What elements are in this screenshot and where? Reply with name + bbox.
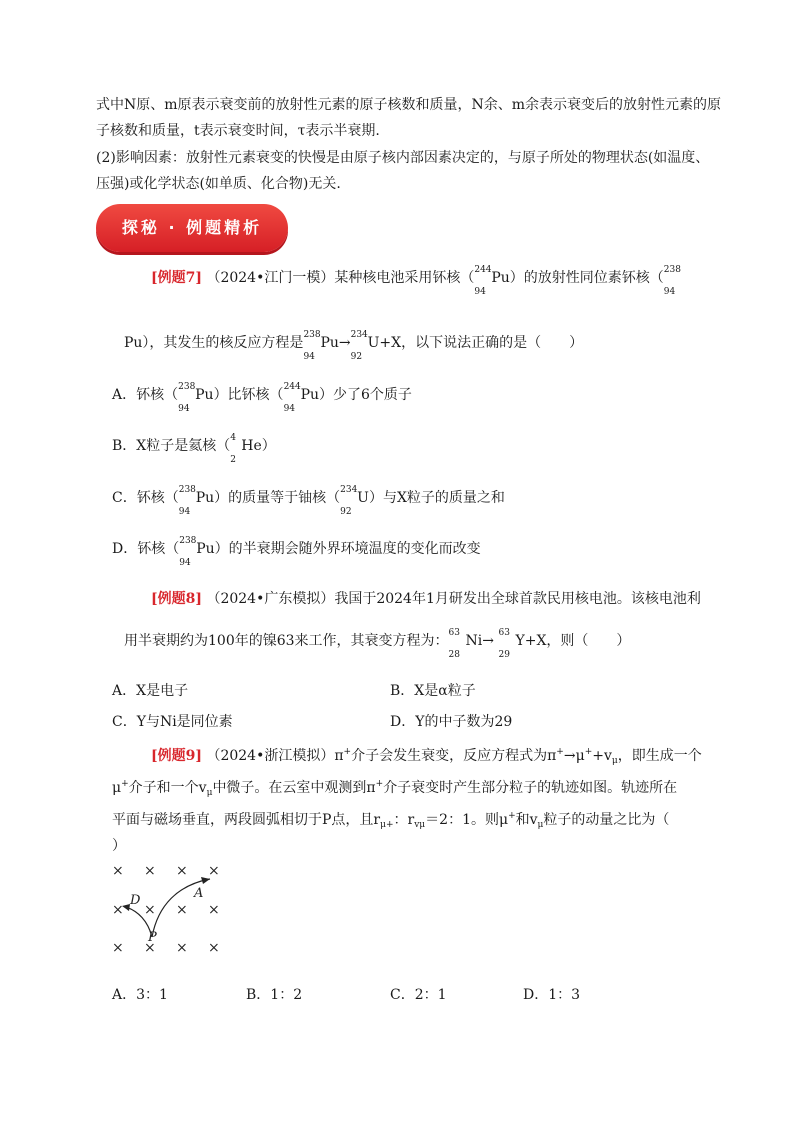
ex7-option-a[interactable]: A．钚核（ 238 94 Pu）比钚核（ 244 94 Pu）少了6个质子 <box>112 382 412 414</box>
cross-mark: × <box>144 940 156 955</box>
nuclide-pu244: 244 94 Pu <box>474 265 510 297</box>
nuclide-pu238-eq: 238 94 Pu→ <box>303 330 351 362</box>
ex9-option-a[interactable]: A．3：1 <box>112 987 168 1003</box>
nuclide-y63: 63 29 Y <box>498 628 525 660</box>
nuclide-pu238-head: 238 94 <box>663 265 681 297</box>
ex7-line-1: [例题7] （2024•江门一模）某种核电池采用钚核（ 244 94 Pu）的放射性同位素钚核（ 238 94 <box>151 265 681 297</box>
cross-mark: × <box>112 902 124 918</box>
ex9-line-2: μ+介子和一个$v_\mu$中微子。在云室中观测到π+介子衰变时产生部分粒子的轨迹如图。轨迹所在 <box>112 779 678 798</box>
ex9-line-3: 平面与磁场垂直，两段圆弧相切于P点，且$r_{\mu+}$：$r_{v\mu}=2$：1。则μ+和$v_\mu$粒子的动量之比为（ <box>112 811 670 830</box>
intro-line-4: 压强)或化学状态(如单质、化合物)无关. <box>96 176 341 192</box>
ex7-line-2: Pu），其发生的核反应方程是 238 94 Pu→ 234 92 U+X，以下说法正确的是（ ） <box>124 330 584 362</box>
ex8-tag: [例题8] <box>151 591 202 607</box>
ex9-line-4: ） <box>112 838 126 854</box>
ex9-line-1: [例题9] （2024•浙江模拟）π+介子会发生衰变，反应方程式为$\pi^+\to\mu^++v_\mu$，即生成一个 <box>151 747 702 766</box>
cross-mark: × <box>144 863 156 879</box>
nuclide-u234-eq: 234 92 U <box>350 330 380 362</box>
ex7-option-b[interactable]: B．X粒子是氦核（ 4 2 He） <box>112 433 276 465</box>
ex7-option-d[interactable]: D．钚核（ 238 94 Pu）的半衰期会随外界环境温度的变化而改变 <box>112 536 481 568</box>
label-p: P <box>148 930 157 945</box>
intro-line-3: (2)影响因素：放射性元素衰变的快慢是由原子核内部因素决定的，与原子所处的物理状态(如温度、 <box>96 150 710 166</box>
intro-line-2: 子核数和质量，t表示衰变时间，τ表示半衰期. <box>96 123 380 139</box>
ex9-option-b[interactable]: B．1：2 <box>246 987 303 1003</box>
label-d: D <box>130 893 141 908</box>
cross-mark: × <box>208 940 220 955</box>
intro-line-1: 式中N原、m原表示衰变前的放射性元素的原子核数和质量，N余、m余表示衰变后的放射性元素的原 <box>96 97 722 113</box>
nuclide-ni63: 63 28 Ni→ <box>448 628 495 660</box>
cross-mark: × <box>176 902 188 918</box>
label-a: A <box>194 886 204 901</box>
ex9-tag: [例题9] <box>151 748 202 764</box>
ex7-tag: [例题7] <box>151 270 202 286</box>
ex9-option-c[interactable]: C．2：1 <box>390 987 447 1003</box>
ex8-option-d[interactable]: D．Y的中子数为29 <box>390 714 513 730</box>
track-figure <box>108 855 238 959</box>
cross-mark: × <box>208 902 220 918</box>
ex8-line-2: 用半衰期约为100年的镍63来工作，其衰变方程为： 63 28 Ni→ 63 29 Y+X，则（ ） <box>124 628 631 660</box>
ex9-option-d[interactable]: D．1：3 <box>523 987 581 1003</box>
cross-mark: × <box>112 940 124 955</box>
ex8-option-b[interactable]: B．X是α粒子 <box>390 683 476 699</box>
section-banner: 探秘 · 例题精析 <box>96 204 288 252</box>
cross-mark: × <box>208 863 220 879</box>
ex8-line-1: [例题8] （2024•广东模拟）我国于2024年1月研发出全球首款民用核电池。该核电池利 <box>151 591 701 607</box>
cross-mark: × <box>176 940 188 955</box>
ex7-option-c[interactable]: C．钚核（ 238 94 Pu）的质量等于铀核（ 234 92 U）与X粒子的质量之和 <box>112 485 505 517</box>
cross-mark: × <box>112 863 124 879</box>
ex8-option-c[interactable]: C．Y与Ni是同位素 <box>112 714 233 730</box>
cross-mark: × <box>176 863 188 879</box>
ex8-option-a[interactable]: A．X是电子 <box>112 683 189 699</box>
cross-mark: × <box>144 902 156 918</box>
